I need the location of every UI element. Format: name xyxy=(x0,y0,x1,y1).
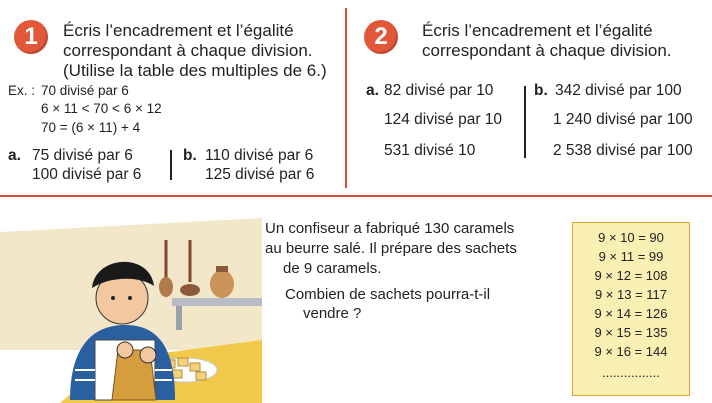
exercise-1-divider xyxy=(170,150,172,180)
exercise-3-text-line3: de 9 caramels. xyxy=(283,260,382,277)
exercise-3-text-line1: Un confiseur a fabriqué 130 caramels xyxy=(265,220,515,237)
example-prefix: Ex. : xyxy=(8,83,36,98)
exercise-2-divider xyxy=(524,86,526,158)
exercise-1-part-a-label: a. xyxy=(8,147,21,164)
exercise-1-title-line1: Écris l’encadrement et l’égalité xyxy=(63,21,294,40)
jar-icon xyxy=(210,270,234,298)
exercise-1-part-a-item-2: 100 divisé par 6 xyxy=(32,166,142,183)
exercise-3-question-line2: vendre ? xyxy=(303,305,362,322)
exercise-2-part-b-item-1: 342 divisé par 100 xyxy=(555,82,682,99)
exercise-1-part-a-item-1: 75 divisé par 6 xyxy=(32,147,133,164)
exercise-2-title-line2: correspondant à chaque division. xyxy=(422,41,672,60)
exercise-2-part-a-item-3: 531 divisé 10 xyxy=(384,142,476,159)
exercise-1-part-b-item-2: 125 divisé par 6 xyxy=(205,166,315,183)
table-row: 9 × 10 = 90 xyxy=(598,230,664,245)
example-line1: 70 divisé par 6 xyxy=(41,83,129,98)
spoon-icon xyxy=(159,277,173,297)
exercise-2-part-b-label: b. xyxy=(534,82,548,99)
exercise-1-part-b-item-1: 110 divisé par 6 xyxy=(205,147,314,164)
exercise-1-title-line3: (Utilise la table des multiples de 6.) xyxy=(63,61,327,80)
exercise-1-part-b-label: b. xyxy=(183,147,197,164)
exercise-1-badge: 1 xyxy=(14,20,48,54)
exercise-3-question-line1: Combien de sachets pourra-t-il xyxy=(285,286,491,303)
exercise-2-part-a-item-1: 82 divisé par 10 xyxy=(384,82,494,99)
table-row: 9 × 11 = 99 xyxy=(598,249,664,264)
exercise-2-title-line1: Écris l’encadrement et l’égalité xyxy=(422,21,653,40)
table-row: 9 × 14 = 126 xyxy=(594,306,668,321)
table-row: 9 × 13 = 117 xyxy=(594,287,668,302)
shelf xyxy=(172,298,262,306)
exercise-2-part-b-item-3: 2 538 divisé par 100 xyxy=(553,142,693,159)
horizontal-separator xyxy=(0,195,712,197)
table-row: 9 × 12 = 108 xyxy=(594,268,668,283)
ladle-icon xyxy=(180,284,200,296)
exercise-2-badge: 2 xyxy=(364,20,398,54)
table-row-blank: ................ xyxy=(602,365,660,380)
example-line2: 6 × 11 < 70 < 6 × 12 xyxy=(41,101,162,116)
exercise-2-part-a-label: a. xyxy=(366,82,379,99)
vertical-separator xyxy=(345,8,347,188)
exercise-1-title-line2: correspondant à chaque division. xyxy=(63,41,313,60)
confectioner-illustration xyxy=(0,200,262,403)
example-line3: 70 = (6 × 11) + 4 xyxy=(41,120,141,135)
multiplication-table-box xyxy=(572,222,690,396)
table-row: 9 × 15 = 135 xyxy=(594,325,668,340)
exercise-2-part-b-item-2: 1 240 divisé par 100 xyxy=(553,111,693,128)
exercise-2-part-a-item-2: 124 divisé par 10 xyxy=(384,111,503,128)
exercise-3-text-line2: au beurre salé. Il prépare des sachets xyxy=(265,240,517,257)
table-row: 9 × 16 = 144 xyxy=(594,344,668,359)
